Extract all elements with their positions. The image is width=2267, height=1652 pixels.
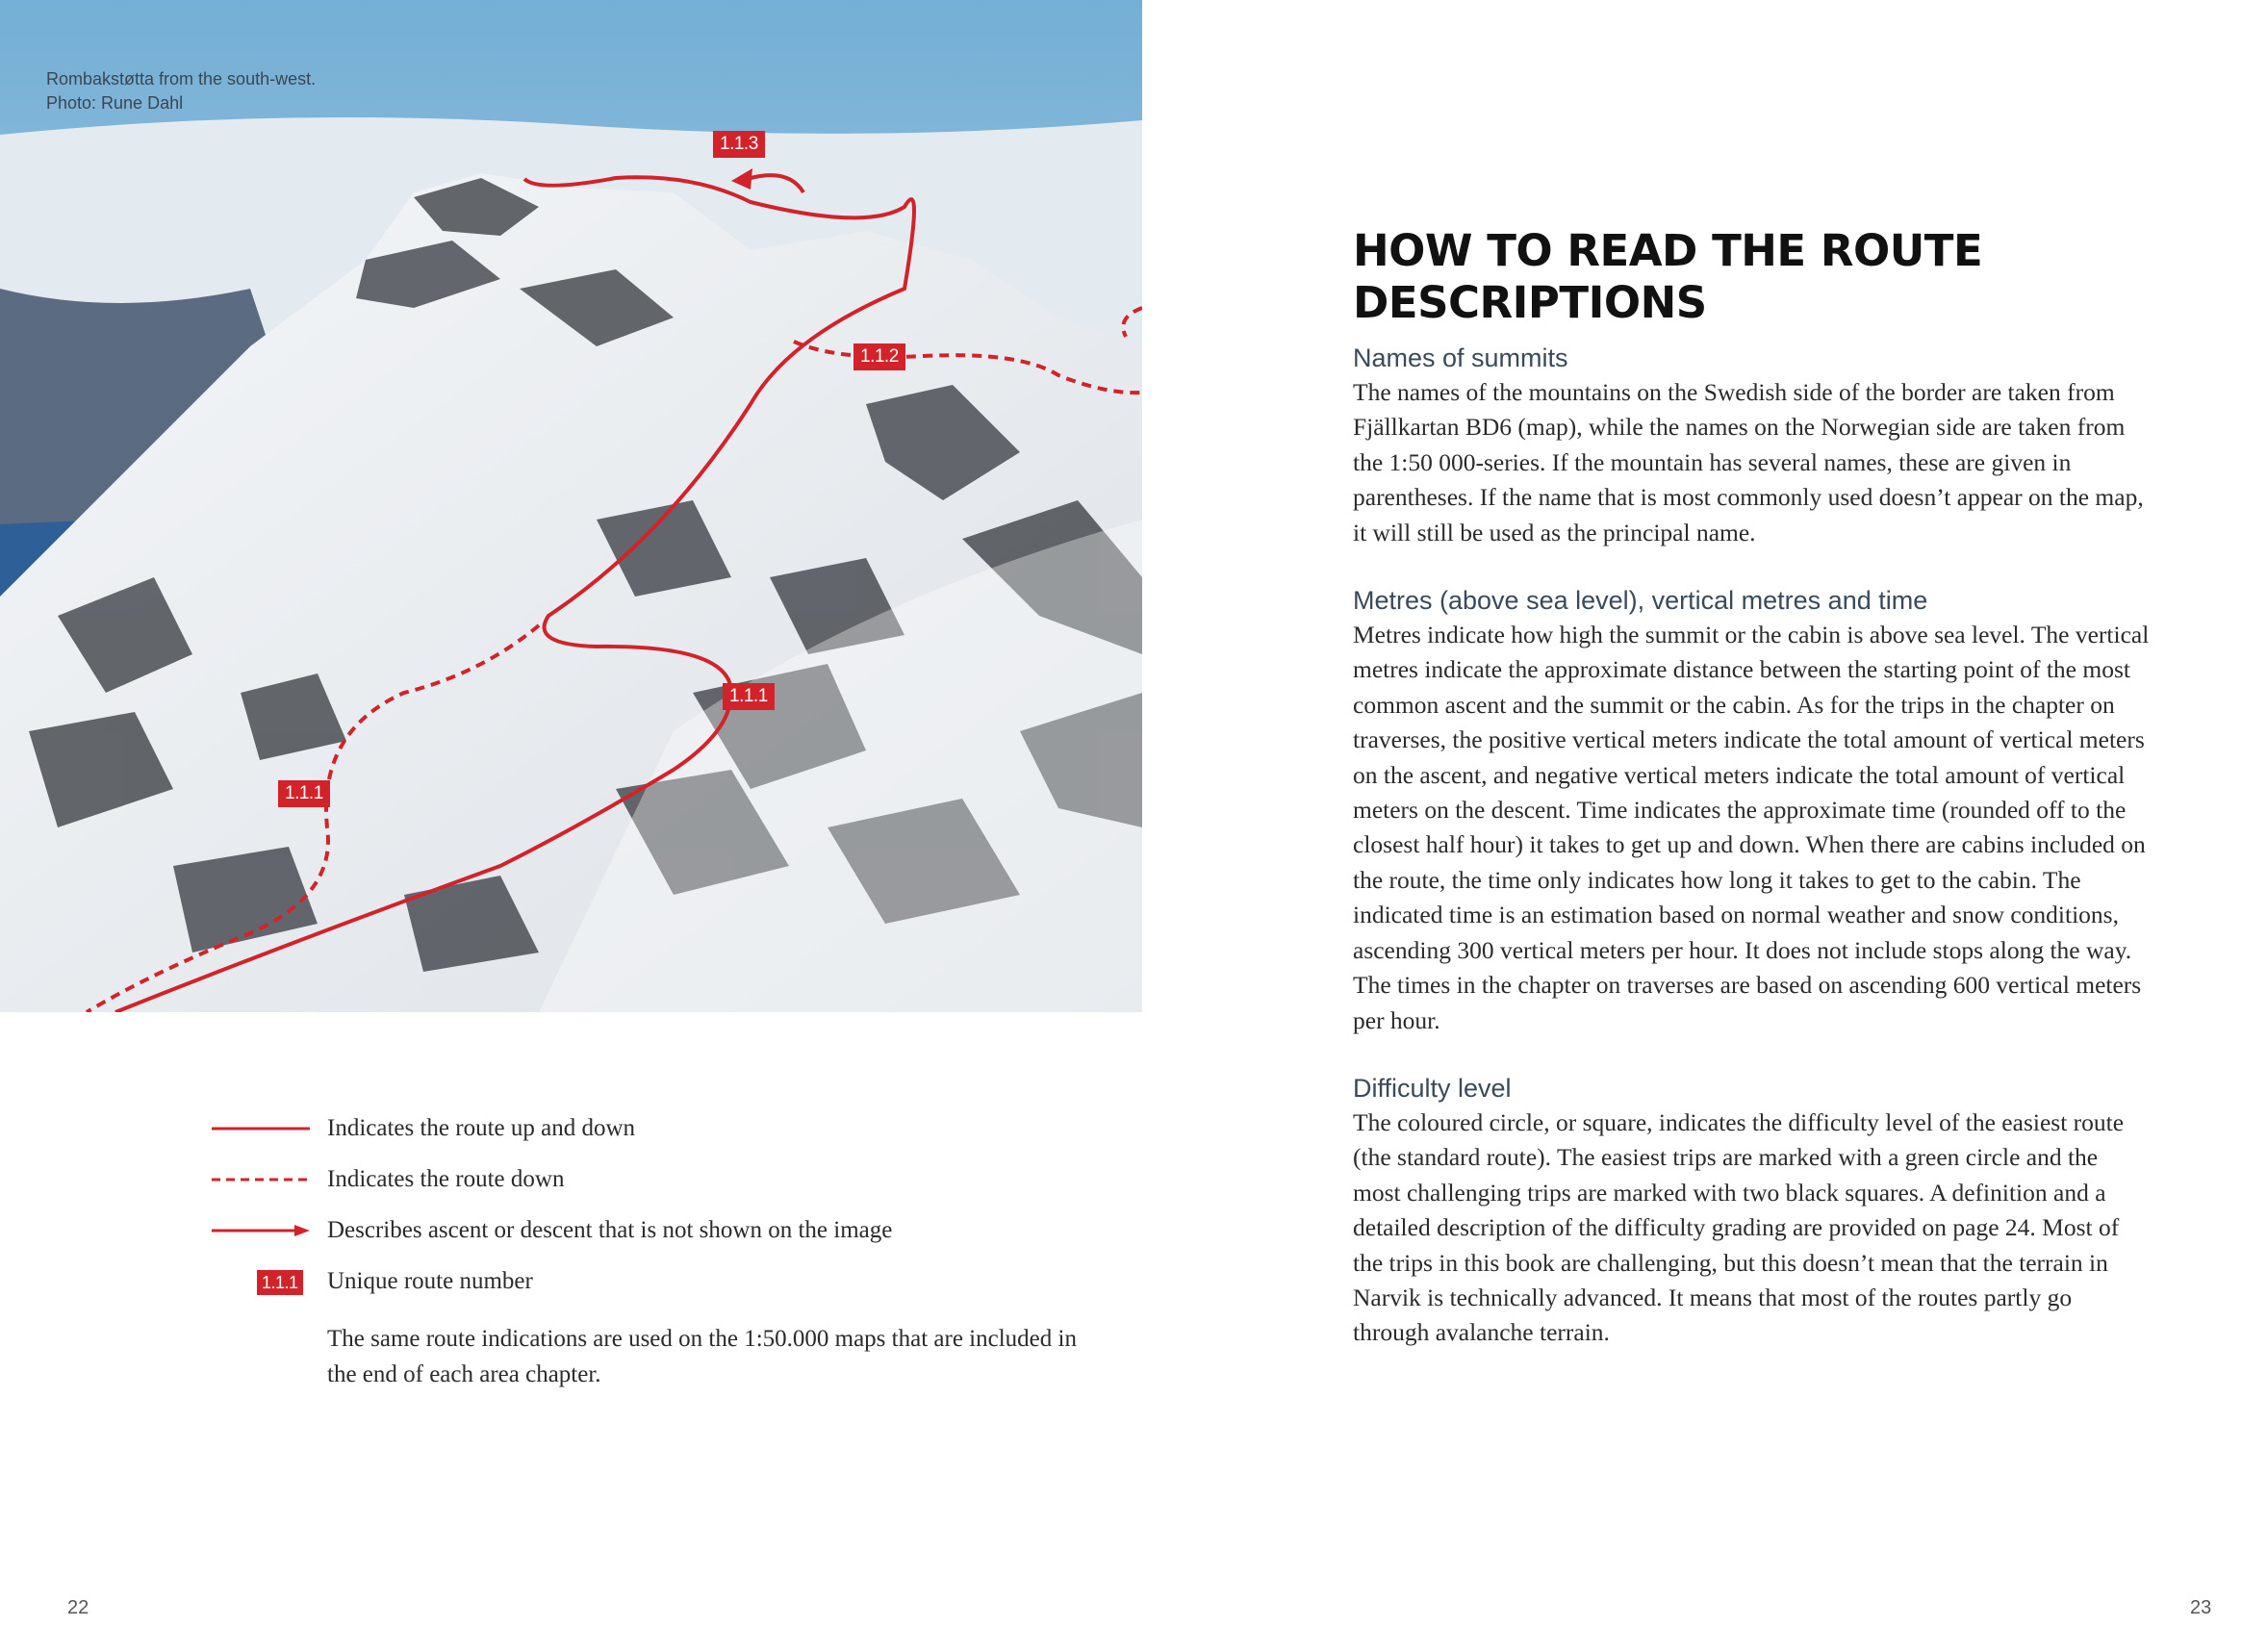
article: [1353, 225, 2152, 1351]
route-legend: [212, 1114, 1078, 1318]
legend-text: Unique route number: [327, 1268, 533, 1294]
photo-caption: Rombakstøtta from the south-west. Photo: Rune Dahl: [46, 69, 317, 113]
legend-item-dashed: [212, 1165, 1078, 1216]
legend-note: The same route indications are used on the 1:50.000 maps that are included in the end of each area chapter.: [327, 1326, 1077, 1387]
section-body: Metres indicate how high the summit or the cabin is above sea level. The vertical metres indicate the approximate distance between the starting point of the most common ascent and the summit or the cabin. As for the trips in the chapter on traverses, the positive vertical meters indicate the total amount of vertical meters on the ascent, and negative vertical meters indicate the total amount of vertical meters on the descent. Time indicates the approximate time (rounded off to the closest half hour) it takes to get up and down. When there are cabins included on the route, the time only indicates how long it takes to get to the cabin. The indicated time is an estimation based on normal weather and snow conditions, ascending 300 vertical meters per hour. It does not include stops along the way. The times in the chapter on traverses are based on ascending 600 vertical meters per hour.: [1353, 621, 2150, 1034]
section-difficulty-level: [1353, 1071, 2152, 1351]
section-body: The coloured circle, or square, indicates the difficulty level of the easiest route (the standard route). The easiest trips are marked with a green circle and the most challenging trips are marked with two black squares. A definition and a detailed description of the difficulty grading are provided on page 24. Most of the trips in this book are challenging, but this doesn’t mean that the terrain in Narvik is technically advanced. It means that most of the routes partly go through avalanche terrain.: [1353, 1107, 2125, 1347]
route-number-badge: 1.1.1: [257, 1270, 303, 1295]
arrow-icon: [212, 1224, 313, 1237]
section-heading: Difficulty level: [1353, 1073, 1512, 1103]
section-heading: Metres (above sea level), vertical metres and time: [1353, 586, 1928, 616]
section-heading: Names of summits: [1353, 343, 1568, 372]
legend-text: Indicates the route up and down: [327, 1115, 636, 1141]
legend-item-badge: [212, 1267, 1078, 1318]
section-body: The names of the mountains on the Swedish side of the border are taken from Fjällkartan BD6 (map), while the names on the Norwegian side are taken from the 1:50 000-series. If the mountain has several names, these are given in parentheses. If the name that is most commonly used doesn’t appear on the map, it will still be used as the principal name.: [1353, 378, 2144, 546]
section-names-of-summits: [1353, 341, 2152, 550]
section-metres-and-time: [1353, 583, 2152, 1038]
route-label-1-1-2: 1.1.2: [853, 343, 905, 370]
solid-line-icon: [212, 1122, 313, 1135]
route-label-1-1-1-upper: 1.1.1: [723, 683, 775, 710]
legend-item-arrow: [212, 1216, 1078, 1267]
legend-item-solid: [212, 1114, 1078, 1165]
page-number-right: 23: [2190, 1597, 2212, 1618]
route-label-1-1-3: 1.1.3: [713, 131, 765, 158]
dashed-line-icon: [212, 1173, 313, 1186]
mountain-illustration: [0, 0, 1142, 1012]
article-title: HOW TO READ THE ROUTE DESCRIPTIONS: [1353, 225, 1983, 328]
route-label-1-1-1-lower: 1.1.1: [278, 780, 330, 807]
legend-text: Describes ascent or descent that is not shown on the image: [327, 1217, 893, 1243]
page-number-left: 22: [67, 1597, 89, 1618]
legend-text: Indicates the route down: [327, 1166, 565, 1192]
mountain-photo: [0, 0, 1142, 1012]
